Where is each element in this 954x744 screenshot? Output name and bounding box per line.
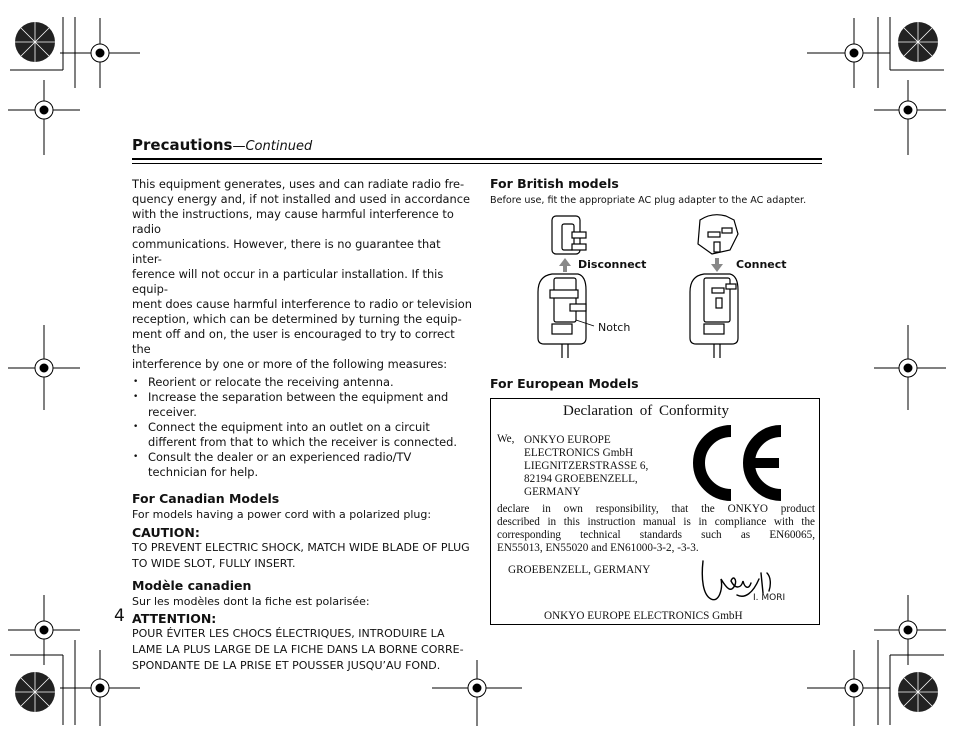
list-item: • Reorient or relocate the receiving antenna. [132, 375, 467, 390]
canadian-text: For models having a power cord with a polarized plug: [132, 508, 432, 521]
left-column [132, 177, 472, 674]
declaration-address [524, 434, 648, 499]
page-title [132, 136, 312, 154]
signer-name: I. MORI [753, 593, 786, 603]
intro-line: reception, which can be determined by turning the equip- [132, 312, 462, 326]
address-line: ELECTRONICS GmbH [524, 447, 634, 459]
plug-adapter-diagram [490, 210, 820, 360]
header-rule-bottom [132, 163, 822, 164]
intro-line: interference by one or more of the following measures: [132, 357, 448, 371]
caution-line: TO PREVENT ELECTRIC SHOCK, MATCH WIDE BLADE OF PLUG [132, 540, 470, 554]
arrow-up-icon [559, 258, 571, 272]
attention-heading: ATTENTION: [132, 611, 217, 626]
declaration-we: We, [497, 433, 515, 445]
caution-heading: CAUTION: [132, 524, 200, 540]
address-line: LIEGNITZERSTRASSE 6, [524, 460, 649, 472]
intro-line: with the instructions, may cause harmful interference to radio [132, 207, 454, 236]
intro-line: communications. However, there is no guarantee that inter- [132, 237, 441, 266]
declaration-title: Declaration of Conformity [563, 403, 729, 419]
intro-line: This equipment generates, uses and can radiate radio fre- [132, 177, 465, 191]
measures-list [132, 375, 467, 480]
declaration-line: EN55013, EN55020 and EN61000-3-2, -3-3. [497, 542, 699, 554]
caution-line: TO WIDE SLOT, FULLY INSERT. [132, 556, 296, 570]
attention-line: SPONDANTE DE LA PRISE ET POUSSER JUSQU’AU FOND. [132, 659, 441, 672]
attention-line: LAME LA PLUS LARGE DE LA FICHE DANS LA BORNE CORRE- [132, 643, 464, 656]
adapter-plug-icon [552, 216, 586, 254]
ac-adapter-icon [690, 274, 738, 358]
declaration-line: declare in own responsibility, that the ONKYO product [497, 503, 815, 515]
notch-label: Notch [598, 321, 631, 334]
intro-paragraph [132, 177, 472, 372]
declaration-company: ONKYO EUROPE ELECTRONICS GmbH [544, 610, 743, 622]
address-line: GERMANY [524, 486, 581, 498]
header-rule-top [132, 158, 822, 160]
canadian-heading: For Canadian Models [132, 491, 280, 506]
intro-line: ment does cause harmful interference to radio or television [132, 297, 472, 311]
list-item: • Increase the separation between the equipment and receiver. [132, 390, 467, 420]
title-continued: —Continued [232, 139, 313, 154]
canadien-heading: Modèle canadien [132, 577, 252, 593]
registration-target-icon [60, 18, 140, 88]
list-item: • Consult the dealer or an experienced radio/TV technician for help. [132, 450, 467, 480]
adapter-plug-icon [698, 215, 738, 254]
title-text: Precautions [132, 136, 233, 154]
ce-mark-icon [687, 425, 787, 501]
page-number: 4 [114, 606, 125, 626]
attention-text [132, 626, 472, 674]
arrow-down-icon [711, 258, 723, 272]
disconnect-label: Disconnect [578, 258, 647, 271]
canadien-text: Sur les modèles dont la fiche est polarisée: [132, 594, 370, 608]
declaration-line: described in this instruction manual is in compliance with the [497, 516, 815, 528]
intro-line: ment off and on, the user is encouraged to try to correct the [132, 327, 455, 356]
declaration-place: GROEBENZELL, GERMANY [508, 564, 651, 576]
british-heading: For British models [490, 176, 619, 191]
address-line: 82194 GROEBENZELL, [524, 473, 638, 485]
address-line: ONKYO EUROPE [524, 434, 611, 446]
declaration-body [497, 503, 815, 555]
european-heading: For European Models [490, 376, 639, 391]
declaration-line: corresponding technical standards such as EN60065, [497, 529, 815, 541]
ac-adapter-icon [538, 274, 594, 358]
list-item: • Connect the equipment into an outlet on a circuit different from that to which the receiver is connected. [132, 420, 467, 450]
british-text: Before use, fit the appropriate AC plug adapter to the AC adapter. [490, 195, 807, 206]
intro-line: ference will not occur in a particular installation. If this equip- [132, 267, 444, 296]
attention-line: POUR ÉVITER LES CHOCS ÉLECTRIQUES, INTRODUIRE LA [132, 627, 445, 640]
caution-text [132, 540, 472, 572]
declaration-box [490, 398, 820, 625]
intro-line: quency energy and, if not installed and used in accordance [132, 192, 471, 206]
connect-label: Connect [736, 258, 787, 271]
